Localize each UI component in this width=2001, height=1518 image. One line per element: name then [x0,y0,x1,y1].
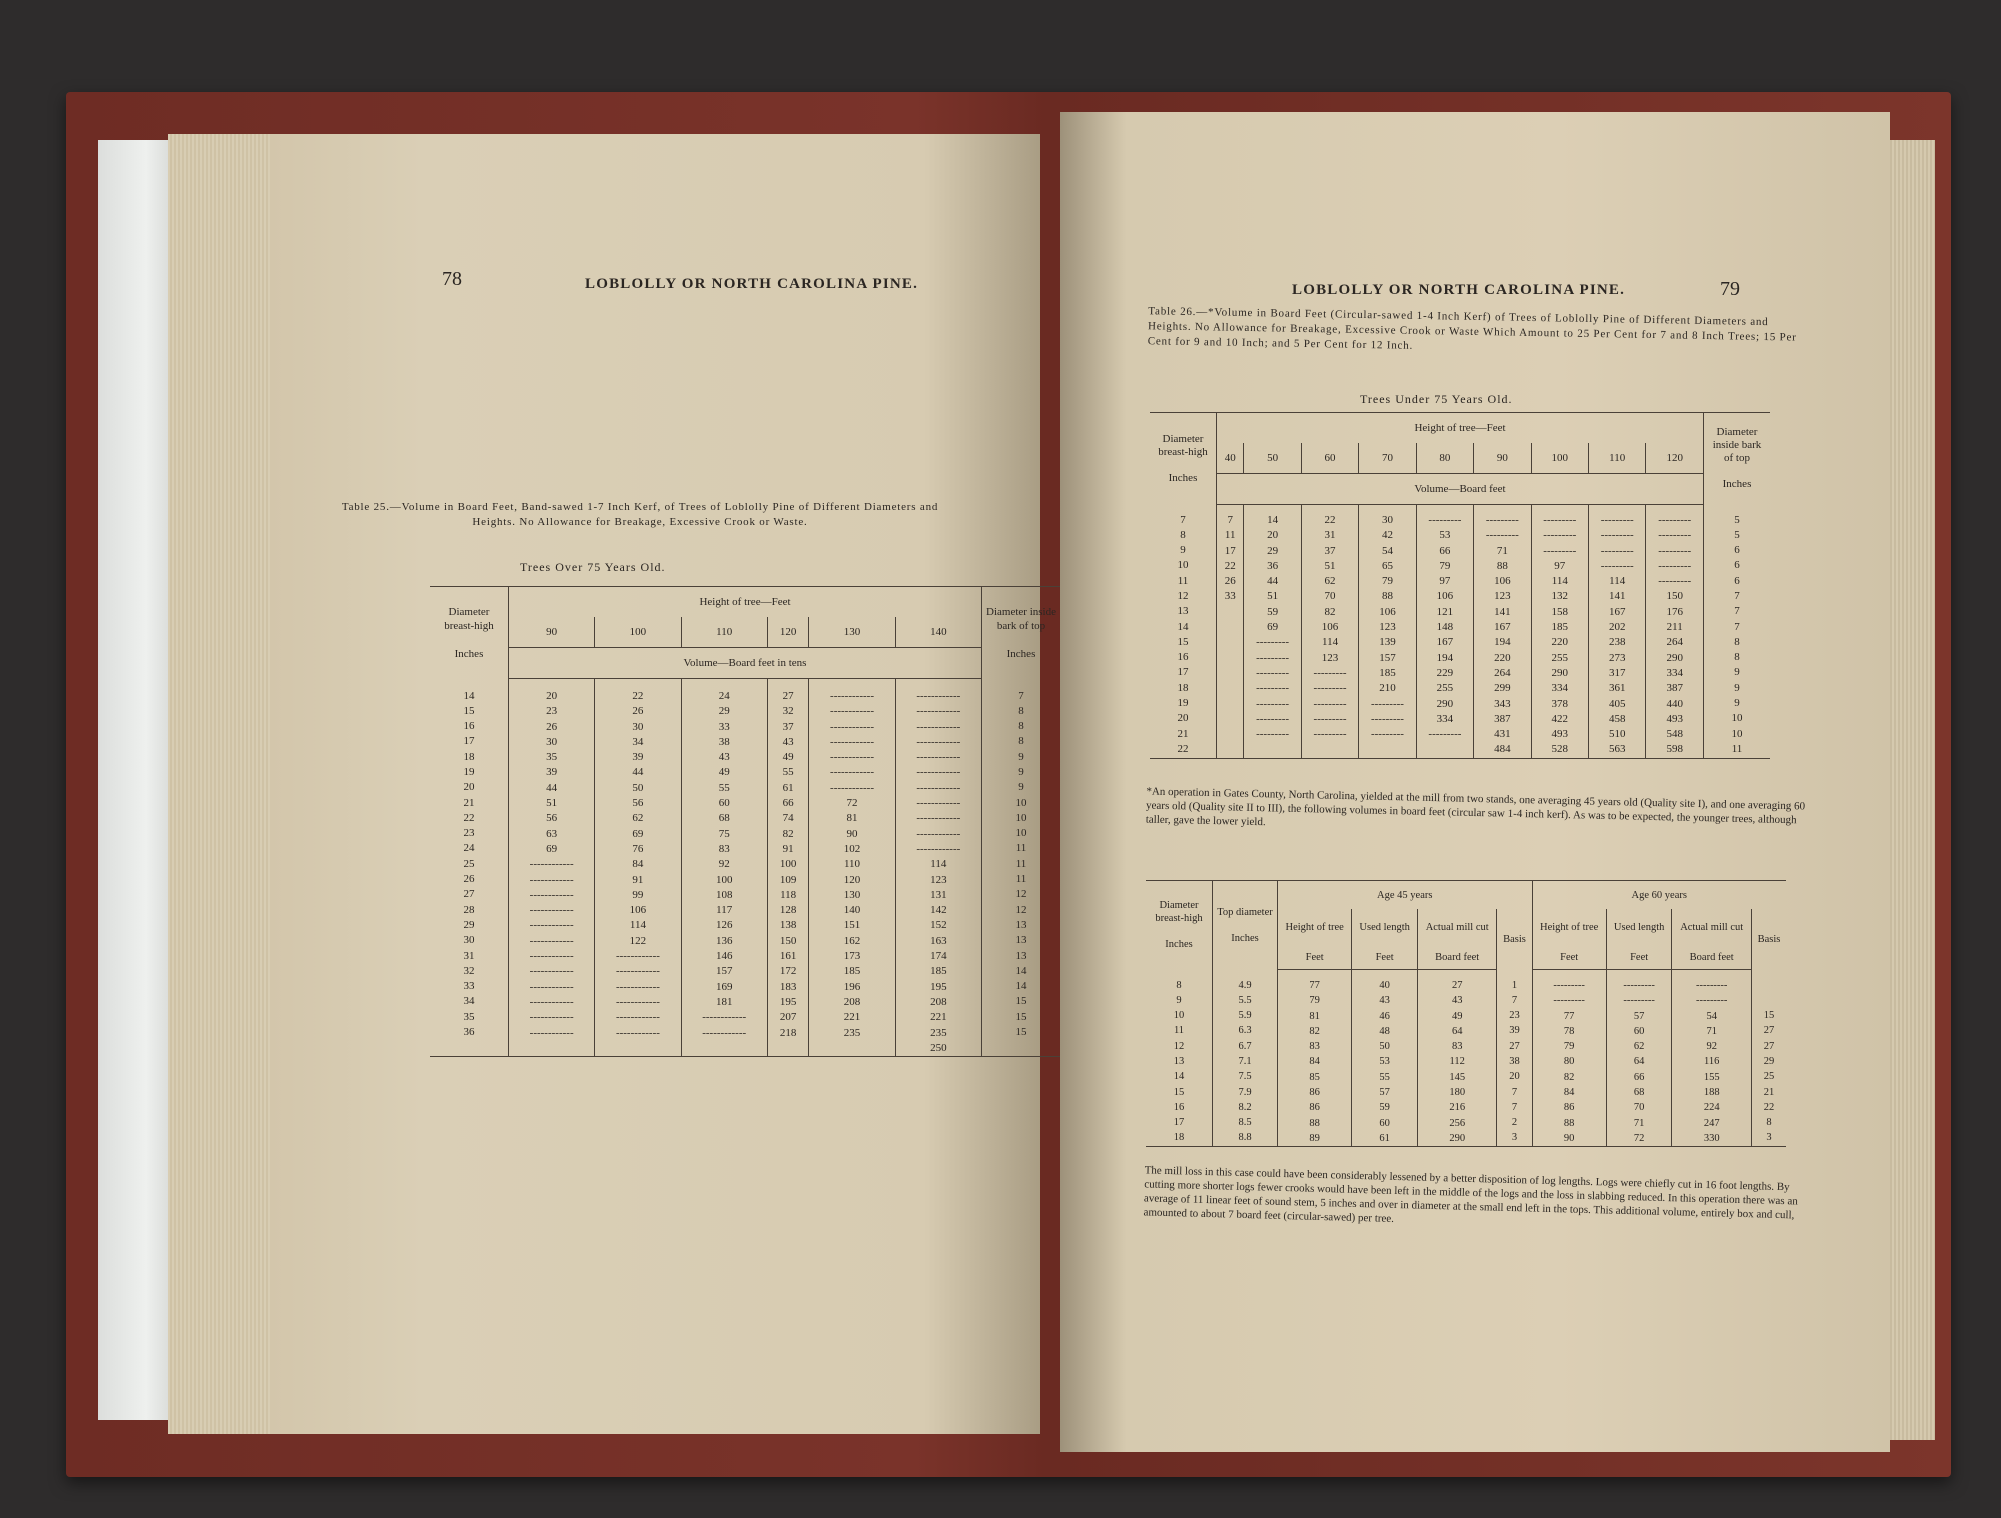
header-basis-45: Basis [1497,909,1532,970]
header-age60: Age 60 years [1532,881,1786,910]
page-edges-left [168,134,278,1434]
header-h120: 120 [1646,443,1704,474]
column-cut-45: 27 43 49 64 83 112 145 180 216 256 290 [1449,980,1466,1144]
header-h50: 50 [1244,443,1301,474]
header-diameter-unit: Inches [1168,471,1198,484]
header-basis-60: Basis [1751,909,1786,970]
column-height-45: 77 79 81 82 83 84 85 86 86 88 89 [1309,980,1320,1144]
footnote: *An operation in Gates County, North Carolina, yielded at the mill from two stands, one averaging 45 years old (Quality site I), and one averaging 60 years old (Quality site II to III), the following volumes in board feet (circular saw 1-4 inch kerf). As was to be expected, the younger trees, although taller, gave the lower yield. [1145,785,1806,829]
header-h110: 110 [681,617,767,648]
header-topdia: Top diameter [1217,906,1273,918]
column-cut-60: --------- --------- 54 71 92 116 155 188 224 247 330 [1695,980,1728,1144]
column-h40: 7 11 17 22 26 33 [1224,514,1236,603]
header-topdia-unit: Inches [1231,932,1259,944]
header-age45: Age 45 years [1278,881,1533,910]
header-top-unit: Inches [1722,478,1752,491]
column-h80: --------- 53 66 79 97 106 121 148 167 194 229 255 290 334 --------- [1428,514,1462,741]
header-used-unit-45: Feet [1352,945,1418,970]
column-h120: 27 32 37 43 49 55 61 66 74 82 91 100 109 118 128 138 150 161 172 183 195 207 218 [779,690,797,1039]
column-h90: --------- --------- 71 88 106 123 141 167 194 220 264 299 343 387 431 484 [1485,514,1519,756]
column-h70: 30 42 54 65 79 88 106 123 139 157 185 210 --------- --------- --------- [1370,514,1404,741]
header-h80: 80 [1416,443,1473,474]
page-number: 78 [442,268,462,290]
header-actual-unit-60: Board feet [1672,945,1751,970]
header-h60: 60 [1301,443,1358,474]
volume-table-26 [1150,412,1770,759]
table-caption: Table 25.—Volume in Board Feet, Band-sawed 1-7 Inch Kerf, of Trees of Loblolly Pine of Different Diameters and Heights. No Allowance for Breakage, Excessive Crook or Waste. [341,501,939,528]
column-top: 5 5 6 6 6 7 7 7 8 8 9 9 9 10 10 11 [1731,513,1743,755]
column-height-60: --------- --------- 77 78 79 80 82 84 86 88 90 [1553,980,1585,1144]
header-actual-45: Actual mill cut [1417,909,1496,945]
header-h130: 130 [809,617,895,648]
header-actual-unit-45: Board feet [1417,945,1496,970]
column-h110: --------- --------- --------- --------- 114 141 167 202 238 273 317 361 405 458 510 563 [1600,514,1634,756]
header-used-45: Used length [1352,909,1418,945]
column-used-45: 40 43 46 48 50 53 55 57 59 60 61 [1379,980,1390,1144]
header-diameter-unit: Inches [454,647,484,660]
column-h120: --------- --------- --------- --------- --------- 150 176 211 264 290 334 387 440 493 548 598 [1658,514,1692,756]
column-basis-60: 15 27 27 29 25 21 22 8 3 [1763,1010,1775,1144]
mill-cut-table [1146,880,1786,1147]
page-number: 79 [1720,278,1740,300]
header-top-unit: Inches [1006,647,1036,660]
table-caption: Table 26.—*Volume in Board Feet (Circular-sawed 1-4 Inch Kerf) of Trees of Loblolly Pine of Different Diameters and Heights. No Allowance for Breakage, Excessive Crook or Waste Which Amount to 25 Per Cent for 7 and 8 Inch Trees; 15 Per Cent for 9 and 10 Inch; and 5 Per Cent for 12 Inch. [1147,305,1797,352]
header-top: Diameter inside bark of top [1712,426,1762,465]
header-height: Height of tree—Feet [509,587,982,618]
column-top: 7 8 8 8 9 9 9 10 10 10 11 11 11 12 12 13 13 13 14 14 15 15 15 [1015,689,1027,1039]
header-height-unit-45: Feet [1278,945,1352,970]
header-actual-60: Actual mill cut [1672,909,1751,945]
column-h100: --------- --------- --------- 97 114 132 158 185 220 255 290 334 378 422 493 528 [1543,514,1577,756]
column-h100: 22 26 30 34 39 44 50 56 62 69 76 84 91 99 106 114 122 ------------ ------------ ------------ ------------ ------------ ------------ [615,690,660,1039]
column-dbh: 8 9 10 11 12 13 14 15 16 17 18 [1173,979,1185,1144]
column-topdia: 4.9 5.5 5.9 6.3 6.7 7.1 7.5 7.9 8.2 8.5 8.8 [1238,979,1252,1144]
table-subtitle: Trees Under 75 Years Old. [1360,392,1513,406]
header-h70: 70 [1359,443,1416,474]
column-basis-45: 1 7 23 39 27 38 20 7 7 2 3 [1509,979,1520,1144]
left-page [270,134,1056,1434]
volume-table-25 [430,586,1060,1057]
column-h110: 24 29 33 38 43 49 55 60 68 75 83 92 100 108 117 126 136 146 157 169 181 ------------ ------------ [702,690,747,1039]
column-h130: ------------ ------------ ------------ ------------ ------------ ------------ ------------ 72 81 90 102 110 120 130 140 151 162 173 185 196 208 221 235 [830,690,874,1039]
header-diameter-unit: Inches [1165,939,1193,951]
right-page [1060,112,1890,1452]
column-h60: 22 31 37 51 62 70 82 106 114 123 --------- --------- --------- --------- --------- [1313,514,1347,741]
header-h100: 100 [1531,443,1588,474]
header-h100: 100 [595,617,681,648]
header-h90: 90 [1474,443,1531,474]
header-top: Diameter inside bark of top [986,605,1056,632]
header-height-60: Height of tree [1532,909,1606,945]
header-used-unit-60: Feet [1606,945,1672,970]
column-used-60: --------- --------- 57 60 62 64 66 68 70 71 72 [1623,980,1655,1144]
header-h140: 140 [895,617,981,648]
running-head: LOBLOLLY OR NORTH CAROLINA PINE. [585,276,919,292]
column-h140: ------------ ------------ ------------ ------------ ------------ ------------ ------------ ------------ ------------ ------------ ------------ 114 123 131 142 152 163 174 185 195 208 221 235 250 [916,690,961,1054]
header-h110: 110 [1589,443,1646,474]
header-volume: Volume—Board feet in tens [509,648,982,679]
header-volume: Volume—Board feet [1217,474,1704,505]
header-height: Height of tree—Feet [1217,413,1704,444]
header-used-60: Used length [1606,909,1672,945]
table-subtitle: Trees Over 75 Years Old. [520,560,666,574]
column-h50: 14 20 29 36 44 51 59 69 --------- --------- --------- --------- --------- --------- --------- [1256,514,1290,741]
column-h90: 20 23 26 30 35 39 44 51 56 63 69 ------------ ------------ ------------ ------------ ------------ ------------ ------------ ------------ ------------ ------------ ------------ ------------ [529,690,574,1039]
column-dbh: 7 8 9 10 11 12 13 14 15 16 17 18 19 20 21 22 [1177,513,1189,755]
running-head: LOBLOLLY OR NORTH CAROLINA PINE. [1292,282,1626,298]
header-height-45: Height of tree [1278,909,1352,945]
header-h40: 40 [1217,443,1244,474]
header-diameter: Diameter breast-high [444,605,494,632]
header-height-unit-60: Feet [1532,945,1606,970]
header-diameter: Diameter breast-high [1155,900,1203,925]
closing-paragraph: The mill loss in this case could have been considerably lessened by a better disposition of log lengths. Logs were chiefly cut in 16 foot lengths. By cutting more shorter logs fewer crooks would have been left in the middle of the logs and the loss in slabbing reduced. In this operation there was an average of 11 linear feet of sound stem, 5 inches and over in diameter at the small end left in the tops. This additional volume, entirely box and cull, amounted to about 7 board feet (circular-sawed) per tree. [1143,1164,1798,1225]
header-h90: 90 [509,617,595,648]
flyleaf [98,140,178,1420]
header-diameter: Diameter breast-high [1158,432,1208,458]
column-dbh: 14 15 16 17 18 19 20 21 22 23 24 25 26 27 28 29 30 31 32 33 34 35 36 [463,689,475,1039]
header-h120: 120 [767,617,809,648]
